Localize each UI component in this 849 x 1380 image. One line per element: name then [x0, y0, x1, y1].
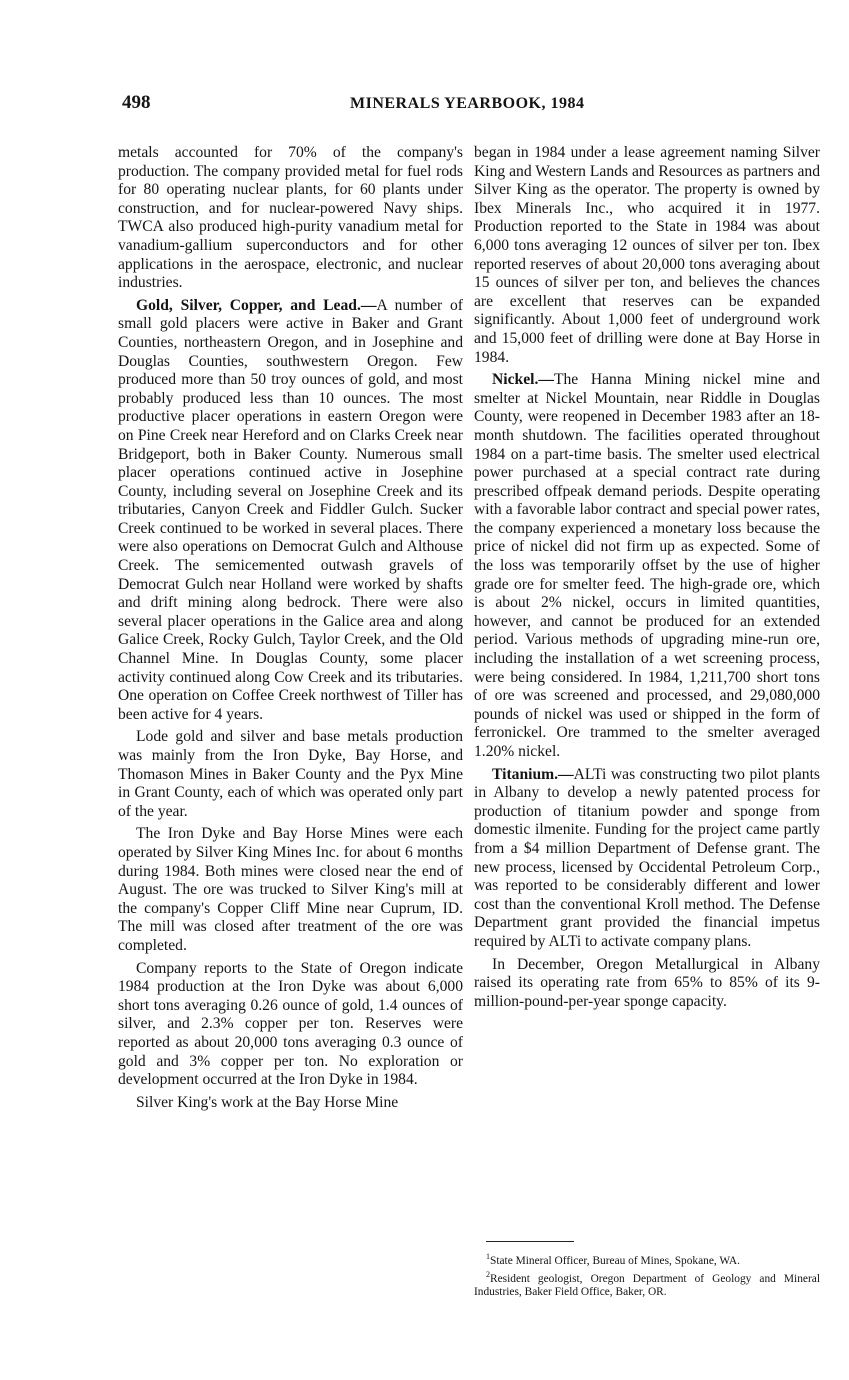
right-column — [474, 144, 820, 1015]
footnote-text: State Mineral Officer, Bureau of Mines, Spokane, WA. — [490, 1254, 740, 1267]
page-header — [122, 92, 819, 118]
footnote-mark: 1 — [486, 1252, 490, 1261]
footnote-divider — [486, 1241, 574, 1242]
paragraph — [474, 371, 820, 761]
paragraph: metals accounted for 70% of the company's production. The company provided metal for fuel rods for 80 operating nuclear plants, for 60 plants under construction, and for nuclear-powered Navy ships. TWCA also produced high-purity vanadium metal for vanadium-gallium superconductors and for other applications in the aerospace, electronic, and nuclear industries. — [118, 144, 463, 292]
paragraph: Silver King's work at the Bay Horse Mine — [136, 1093, 399, 1111]
paragraph: Company reports to the State of Oregon indicate 1984 production at the Iron Dyke was about 6,000 short tons averaging 0.26 ounce of gold, 1.4 ounces of silver, and 2.3% copper per ton. Reserves were reported as about 20,000 tons averaging 0.3 ounce of gold and 3% copper per ton. No exploration or development occurred at the Iron Dyke in 1984. — [118, 959, 463, 1089]
section-heading-titanium: Titanium.— — [492, 765, 574, 783]
footnote-mark: 2 — [486, 1269, 490, 1279]
footnotes — [474, 1250, 820, 1299]
footnote-text: Resident geologist, Oregon Department of Geology and Mineral Industries, Baker Field Office, Baker, OR. — [474, 1272, 820, 1298]
running-title: MINERALS YEARBOOK, 1984 — [350, 95, 585, 112]
paragraph: In December, Oregon Metallurgical in Albany raised its operating rate from 65% to 85% of its 9-million-pound-per-year sponge capacity. — [474, 955, 820, 1010]
paragraph: The Iron Dyke and Bay Horse Mines were each operated by Silver King Mines Inc. for about 6 months during 1984. Both mines were closed near the end of August. The ore was trucked to Silver King's mill at the company's Copper Cliff Mine near Cuprum, ID. The mill was closed after treatment of the ore was completed. — [118, 825, 463, 954]
paragraph — [118, 297, 463, 725]
page-number: 498 — [122, 92, 151, 113]
paragraph: Lode gold and silver and base metals production was mainly from the Iron Dyke, Bay Horse, and Thomason Mines in Baker County and the Pyx Mine in Grant County, each of which was operated only part of the year. — [118, 728, 463, 820]
section-heading-nickel: Nickel.— — [492, 371, 554, 389]
paragraph: began in 1984 under a lease agreement naming Silver King and Western Lands and Resources as partners and Silver King as the operator. The property is owned by Ibex Minerals Inc., who acquired it in 1977. Production reported to the State in 1984 was about 6,000 tons averaging 12 ounces of silver per ton. Ibex reported reserves of about 20,000 tons averaging about 15 ounces of silver per ton, and believes the chances are excellent that reserves can be expanded significantly. About 1,000 feet of underground work and 15,000 feet of drilling were done at Bay Horse in 1984. — [474, 144, 820, 366]
footnote-2 — [474, 1268, 820, 1299]
paragraph-body: The Hanna Mining nickel mine and smelter at Nickel Mountain, near Riddle in Douglas County, were reopened in December 1983 after an 18-month shutdown. The facilities operated throughout 1984 on a part-time basis. The smelter used electrical power purchased at a special contract rate during prescribed offpeak demand periods. Despite operating with a favorable labor contract and special power rates, the company experienced a monetary loss because the price of nickel did not firm up as expected. Some of the loss was temporarily offset by the use of higher grade ore for smelter feed. The high-grade ore, which is about 2% nickel, occurs in limited quantities, however, and cannot be produced for an extended period. Various methods of upgrading mine-run ore, including the installation of a wet screening process, were being considered. In 1984, 1,211,700 short tons of ore was screened and processed, and 29,080,000 pounds of nickel was used or shipped in the form of ferronickel. Ore trammed to the smelter averaged 1.20% nickel. — [474, 371, 820, 760]
paragraph — [474, 766, 820, 952]
paragraph-body: ALTi was constructing two pilot plants in Albany to develop a newly patented process for production of titanium powder and sponge from domestic ilmenite. Funding for the project came partly from a $4 million Department of Defense grant. The new process, licensed by Occidental Petroleum Corp., was reported to be considerably different and lower cost than the conventional Kroll method. The Defense Department grant provided the financial impetus required by ALTi to activate company plans. — [474, 765, 820, 950]
footnote-1 — [474, 1250, 820, 1268]
left-column — [118, 144, 463, 1116]
section-heading-gold-silver-copper-lead: Gold, Silver, Copper, and Lead.— — [136, 296, 377, 314]
paragraph-body: A number of small gold placers were active in Baker and Grant Counties, northeastern Oregon, and in Josephine and Douglas Counties, southwestern Oregon. Few produced more than 50 troy ounces of gold, and most probably produced less than 10 ounces. The most productive placer operations in eastern Oregon were on Pine Creek near Hereford and on Clarks Creek near Bridgeport, both in Baker County. Numerous small placer operations continued active in Josephine County, including several on Josephine Creek and its tributaries, Canyon Creek and Fiddler Gulch. Sucker Creek continued to be worked in several places. There were also operations on Democrat Gulch and Althouse Creek. The semicemented outwash gravels of Democrat Gulch near Holland were worked by shafts and drift mining along bedrock. There were also several placer operations in the Galice area and along Galice Creek, Rocky Gulch, Taylor Creek, and the Old Channel Mine. In Douglas County, some placer activity continued along Cow Creek and its tributaries. One operation on Coffee Creek northwest of Tiller has been active for 4 years. — [118, 296, 463, 723]
